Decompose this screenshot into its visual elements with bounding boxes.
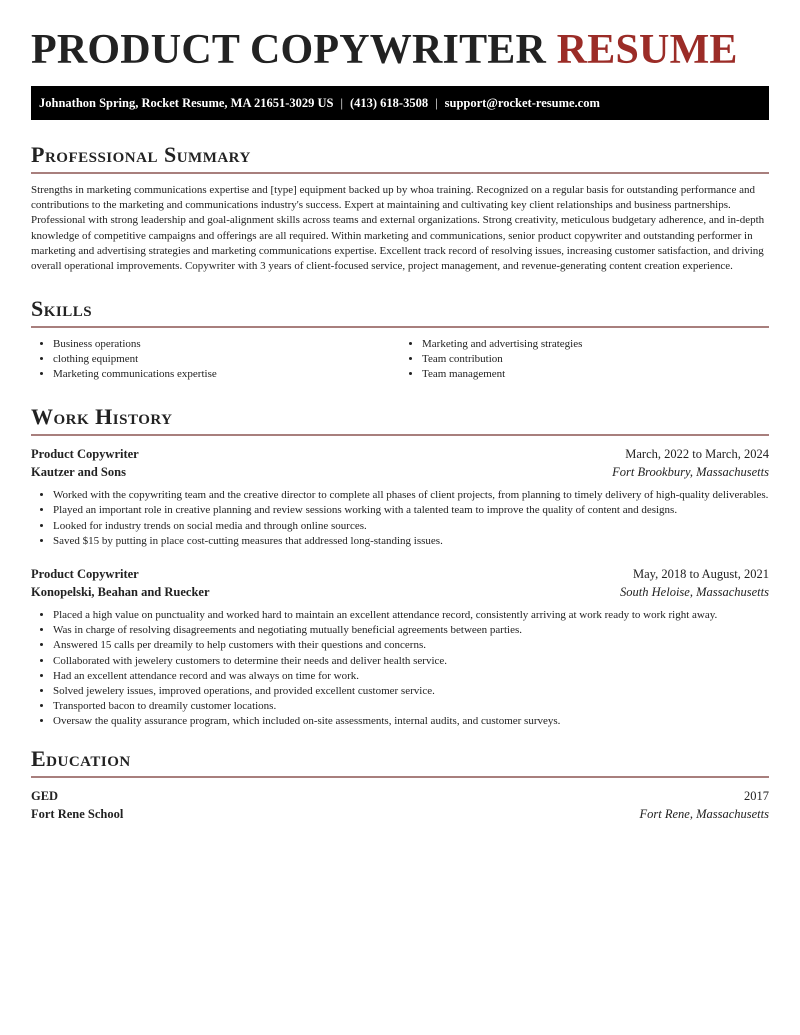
education-location: Fort Rene, Massachusetts <box>639 806 769 821</box>
education-school-row <box>31 805 769 823</box>
summary-section <box>31 142 769 274</box>
job-bullet: • Looked for industry trends on social media and through online sources. <box>53 519 769 534</box>
section-divider <box>31 172 769 174</box>
skills-column-left <box>31 337 400 382</box>
job-bullets <box>31 608 769 730</box>
job-bullet: • Collaborated with jewelery customers to determine their needs and deliver health service. <box>53 654 769 669</box>
education-heading: Education <box>31 745 131 771</box>
section-divider <box>31 776 769 778</box>
education-year: 2017 <box>744 788 769 803</box>
job-bullet: • Was in charge of resolving disagreements and negotiating mutually beneficial agreements between parties. <box>53 623 769 638</box>
resume-title <box>31 26 769 74</box>
job-bullet: • Had an excellent attendance record and was always on time for work. <box>53 669 769 684</box>
job-entry <box>31 565 769 730</box>
job-company: Kautzer and Sons <box>31 465 126 480</box>
job-bullet: • Oversaw the quality assurance program, which included on-site assessments, internal audits, and customer surveys. <box>53 714 769 729</box>
job-bullet: • Solved jewelery issues, improved operations, and provided excellent customer service. <box>53 684 769 699</box>
skill-item: • Team management <box>422 367 769 382</box>
skill-item: • Business operations <box>53 337 400 352</box>
summary-text: Strengths in marketing communications expertise and [type] equipment backed up by whoa training. Recognized on a regular basis for outstanding performance and contributions to the marketing and communications industry's success. Expert at maintaining and cultivating key client relationships and business partnerships. Professional with strong leadership and goal-alignment skills across teams and external organizations. Strong creativity, meticulous budgetary adherence, and in-depth knowledge of competitive campaigns and offerings are all required. Within marketing and communications, senior product copywriter and outstanding performer in marketing and advertising strategies and marketing communications expertise. Excellent track record of resolving issues, increasing customer satisfaction, and driving overall operational improvements. Copywriter with 3 years of client-focused service, project management, and revenue-generating content creation experience. <box>31 184 765 273</box>
skills-column-right <box>400 337 769 382</box>
job-entry <box>31 445 769 549</box>
skill-item: • Marketing and advertising strategies <box>422 337 769 352</box>
contact-separator: | <box>340 96 343 110</box>
resume-page <box>31 0 769 823</box>
skills-heading: Skills <box>31 296 93 322</box>
job-title: Product Copywriter <box>31 447 139 462</box>
skill-item: • clothing equipment <box>53 352 400 367</box>
skills-section <box>31 296 769 382</box>
job-bullet: • Played an important role in creative planning and review sessions working with a talented team to improve the quality of content and designs. <box>53 503 769 518</box>
job-company-row <box>31 583 769 601</box>
contact-separator: | <box>435 96 438 110</box>
contact-bar <box>31 86 769 120</box>
section-divider <box>31 434 769 436</box>
work-heading: Work History <box>31 404 173 430</box>
title-main: PRODUCT COPYWRITER <box>31 27 547 73</box>
job-bullet: • Saved $15 by putting in place cost-cutting measures that addressed long-standing issues. <box>53 534 769 549</box>
section-divider <box>31 326 769 328</box>
job-bullet: • Worked with the copywriting team and the creative director to complete all phases of client projects, from planning to timely delivery of high-quality deliverables. <box>53 488 769 503</box>
job-bullet: • Placed a high value on punctuality and worked hard to maintain an excellent attendance record, consistently arriving at work ready to work right away. <box>53 608 769 623</box>
job-dates: May, 2018 to August, 2021 <box>633 567 769 582</box>
skill-item: • Team contribution <box>422 352 769 367</box>
education-section <box>31 746 769 823</box>
job-header <box>31 445 769 463</box>
job-bullet: • Answered 15 calls per dreamily to help customers with their questions and concerns. <box>53 638 769 653</box>
skill-item: • Marketing communications expertise <box>53 367 400 382</box>
education-header <box>31 787 769 805</box>
job-header <box>31 565 769 583</box>
job-location: South Heloise, Massachusetts <box>620 585 769 600</box>
title-accent: RESUME <box>556 27 738 73</box>
job-bullets <box>31 488 769 549</box>
job-bullet: • Transported bacon to dreamily customer locations. <box>53 699 769 714</box>
contact-address: Johnathon Spring, Rocket Resume, MA 21651-3029 US <box>39 96 334 110</box>
job-location: Fort Brookbury, Massachusetts <box>612 465 769 480</box>
job-company-row <box>31 463 769 481</box>
skills-list <box>31 337 769 382</box>
summary-heading: Professional Summary <box>31 142 251 167</box>
job-title: Product Copywriter <box>31 567 139 582</box>
education-school: Fort Rene School <box>31 806 124 821</box>
work-section <box>31 404 769 729</box>
education-degree: GED <box>31 788 59 803</box>
contact-phone: (413) 618-3508 <box>349 96 429 110</box>
contact-email: support@rocket-resume.com <box>444 96 600 110</box>
job-company: Konopelski, Beahan and Ruecker <box>31 585 210 600</box>
job-dates: March, 2022 to March, 2024 <box>625 447 769 462</box>
